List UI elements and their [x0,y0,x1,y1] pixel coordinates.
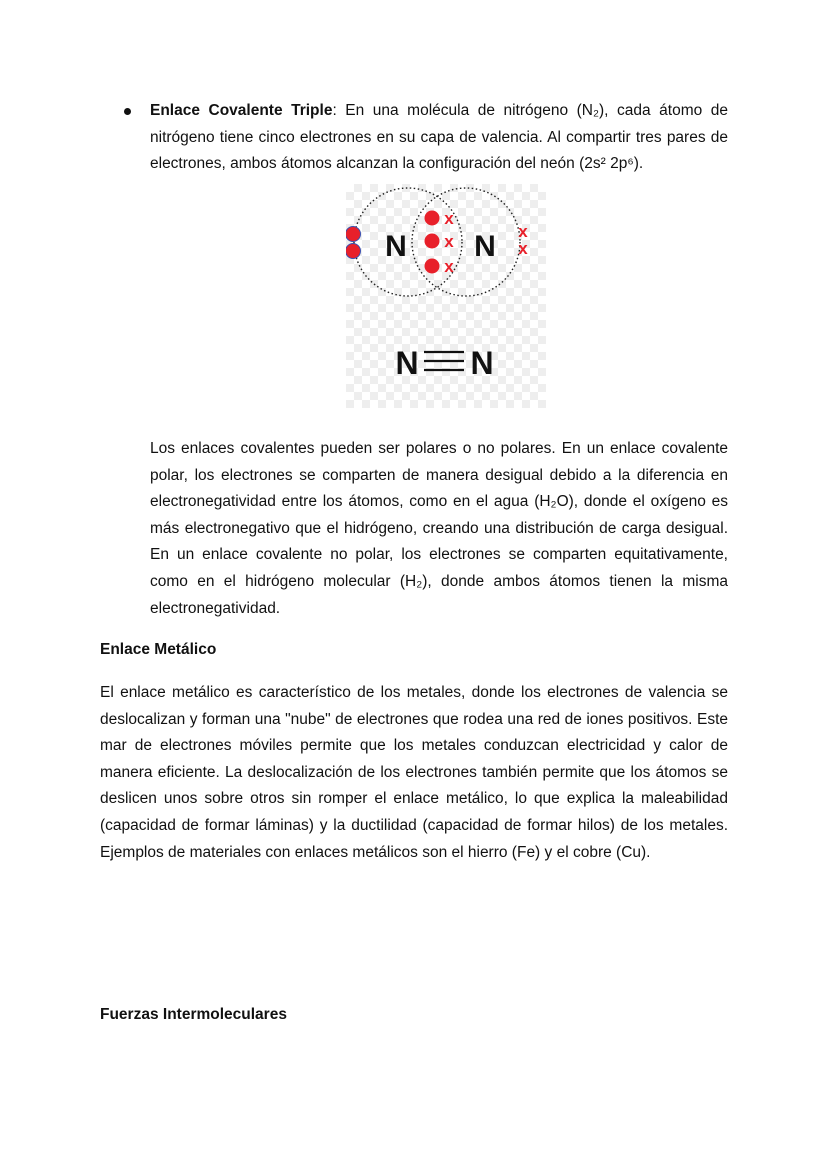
shared-electron-1 [425,211,440,226]
bond-left-symbol: N [395,345,419,381]
paragraph-polar-bonds: Los enlaces covalentes pueden ser polares o no polares. En un enlace covalente polar, los electrones se comparten de manera desigual debido a la diferencia en electronegatividad entre los átomos, como en el agua (H₂O), donde el oxígeno es más electronegativo que el hidrógeno, creando una distribución de carga desigual. En un enlace covalente no polar, los electrones se comparten equitativamente, como en el hidrógeno molecular (H₂), donde ambos átomos tienen la misma electronegatividad. [150,440,728,617]
nitrogen-triple-bond-diagram [346,184,546,408]
shared-cross-3: x [444,257,454,276]
atom-left-symbol: N [385,230,407,263]
heading-intermolecular-forces: Fuerzas Intermoleculares [100,1006,287,1023]
shared-cross-2: x [444,232,454,251]
left-electron-2 [346,244,361,259]
right-cross-1: x [518,222,528,241]
shared-electron-3 [425,259,440,274]
left-electron-1 [346,227,361,242]
shared-electron-2 [425,234,440,249]
heading-metallic-bond: Enlace Metálico [100,641,217,658]
shared-cross-1: x [444,209,454,228]
bond-right-symbol: N [470,345,494,381]
paragraph-metallic-bond: El enlace metálico es característico de los metales, donde los electrones de valencia se deslocalizan y forman una "nube" de electrones que rodea una red de iones positivos. Este mar de electrones móviles permite que los metales conduzcan electricidad y calor de manera eficiente. La deslocalización de los electrones también permite que los átomos se deslicen unos sobre otros sin romper el enlace metálico, lo que explica la maleabilidad (capacidad de formar láminas) y la ductilidad (capacidad de formar hilos) de los metales. Ejemplos de materiales con enlaces metálicos son el hierro (Fe) y el cobre (Cu). [100,684,728,861]
lewis-diagram-svg [346,184,546,408]
bullet-point-icon [124,108,131,115]
right-cross-2: x [518,239,528,258]
bullet-text: : En una molécula de nitrógeno (N₂), cada átomo de nitrógeno tiene cinco electrones en su capa de valencia. Al compartir tres pares de electrones, ambos átomos alcanzan la configuración del neón (2s² 2p⁶). [150,102,728,173]
bullet-title: Enlace Covalente Triple [150,102,333,119]
bullet-paragraph-triple-bond [150,98,728,178]
atom-right-symbol: N [474,230,496,263]
